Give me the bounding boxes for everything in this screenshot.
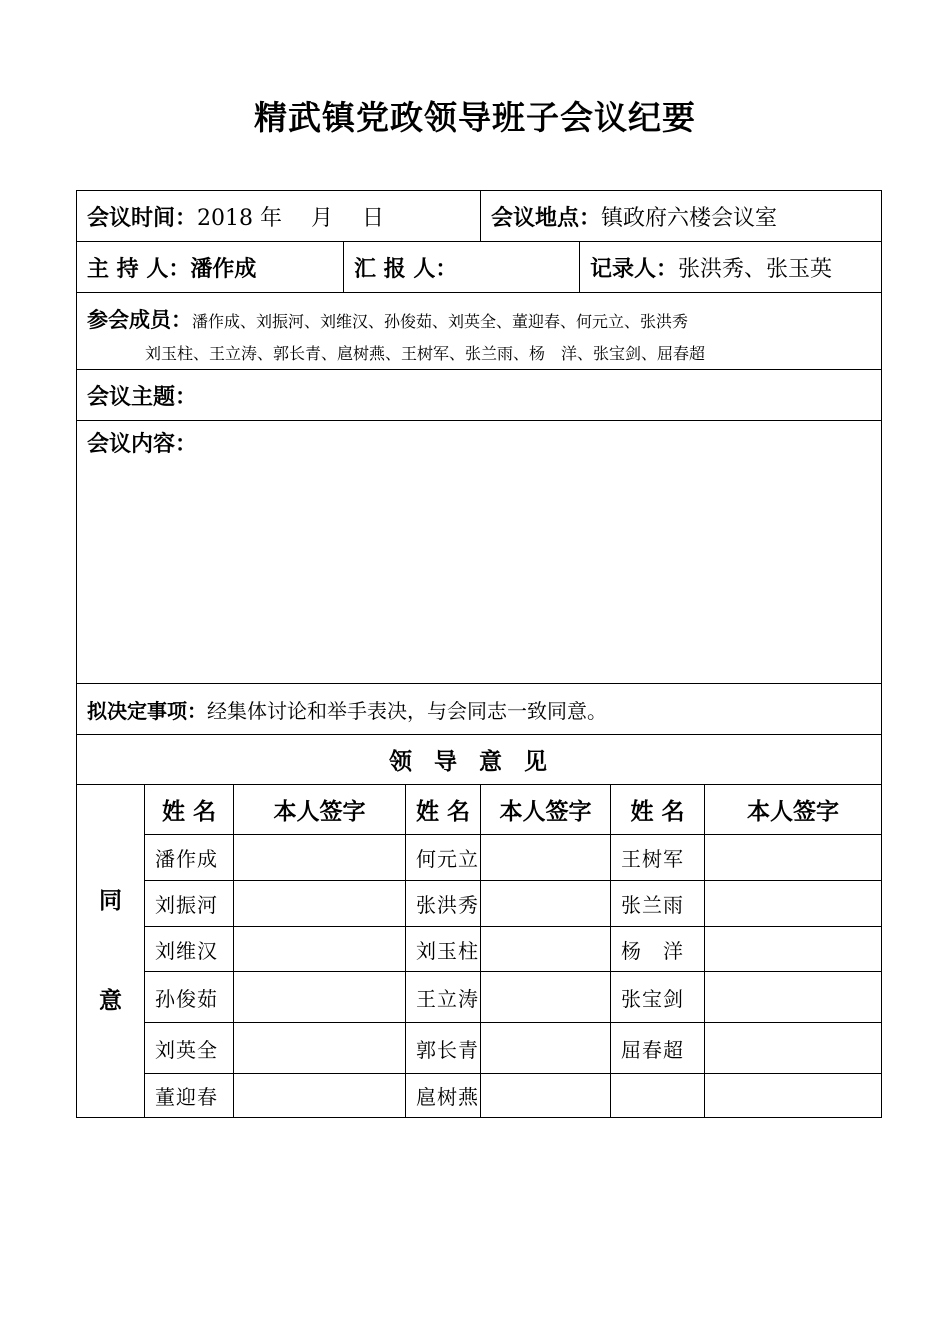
members-line2: 刘玉柱、王立涛、郭长青、扈树燕、王树军、张兰雨、杨 洋、张宝剑、屈春超 — [145, 344, 706, 363]
name-cell: 刘振河 — [145, 881, 234, 927]
topic-row — [77, 370, 882, 421]
reporter-cell — [344, 242, 580, 293]
time-place-row — [77, 191, 882, 242]
page-title: 精武镇党政领导班子会议纪要 — [254, 98, 696, 137]
name-cell: 王树军 — [611, 835, 705, 881]
col-name-2: 姓 名 — [406, 785, 481, 835]
signature-header-row — [77, 785, 882, 835]
signature-cell[interactable] — [234, 1023, 406, 1074]
table-row — [77, 881, 882, 927]
table-row — [77, 835, 882, 881]
signature-cell[interactable] — [234, 1074, 406, 1118]
recorder-cell — [580, 242, 882, 293]
place-value: 镇政府六楼会议室 — [601, 205, 778, 231]
reporter-label: 汇 报 人： — [354, 256, 458, 282]
col-name-1: 姓 名 — [145, 785, 234, 835]
place-label: 会议地点： — [491, 205, 602, 231]
table-row — [77, 972, 882, 1023]
recorder-label: 记录人： — [590, 256, 679, 282]
name-cell: 王立涛 — [406, 972, 481, 1023]
signature-cell[interactable] — [705, 835, 882, 881]
topic-cell — [77, 370, 882, 421]
col-sign-1: 本人签字 — [234, 785, 406, 835]
host-cell — [77, 242, 344, 293]
members-row — [77, 293, 882, 370]
signature-cell[interactable] — [234, 835, 406, 881]
agree-char-2: 意 — [99, 988, 122, 1014]
host-value: 潘作成 — [190, 256, 257, 282]
recorder-value: 张洪秀、张玉英 — [678, 256, 833, 282]
signature-cell[interactable] — [481, 835, 611, 881]
signature-cell[interactable] — [481, 972, 611, 1023]
signature-cell[interactable] — [234, 927, 406, 972]
col-name-3: 姓 名 — [611, 785, 705, 835]
members-line1: 潘作成、刘振河、刘维汉、孙俊茹、刘英全、董迎春、何元立、张洪秀 — [192, 312, 689, 331]
signature-cell[interactable] — [234, 881, 406, 927]
table-row — [77, 927, 882, 972]
opinions-header-row — [77, 735, 882, 785]
time-cell — [77, 191, 481, 242]
table-row — [77, 1023, 882, 1074]
name-cell: 屈春超 — [611, 1023, 705, 1074]
topic-label: 会议主题： — [87, 384, 198, 410]
name-cell: 张兰雨 — [611, 881, 705, 927]
signature-cell[interactable] — [705, 1023, 882, 1074]
signature-cell[interactable] — [234, 972, 406, 1023]
col-sign-2: 本人签字 — [481, 785, 611, 835]
name-cell: 刘维汉 — [145, 927, 234, 972]
name-cell: 刘玉柱 — [406, 927, 481, 972]
decision-label: 拟决定事项： — [87, 698, 207, 723]
signature-cell[interactable] — [481, 881, 611, 927]
host-row — [77, 242, 882, 293]
signature-cell[interactable] — [705, 972, 882, 1023]
content-label: 会议内容： — [87, 432, 198, 457]
host-label: 主 持 人： — [87, 256, 191, 282]
name-cell: 何元立 — [406, 835, 481, 881]
name-cell: 张洪秀 — [406, 881, 481, 927]
signature-cell[interactable] — [705, 881, 882, 927]
members-cell — [77, 293, 882, 370]
content-cell — [77, 421, 882, 684]
table-row — [77, 1074, 882, 1118]
name-cell: 杨 洋 — [611, 927, 705, 972]
name-cell: 刘英全 — [145, 1023, 234, 1074]
signature-cell[interactable] — [705, 1074, 882, 1118]
name-cell: 孙俊茹 — [145, 972, 234, 1023]
name-cell: 董迎春 — [145, 1074, 234, 1118]
name-cell — [611, 1074, 705, 1118]
decision-cell — [77, 684, 882, 735]
members-label: 参会成员： — [87, 308, 192, 332]
time-label: 会议时间： — [87, 205, 198, 231]
time-value: 2018 年 月 日 — [197, 205, 384, 231]
signature-cell[interactable] — [481, 1074, 611, 1118]
name-cell: 潘作成 — [145, 835, 234, 881]
name-cell: 扈树燕 — [406, 1074, 481, 1118]
name-cell: 郭长青 — [406, 1023, 481, 1074]
place-cell — [481, 191, 882, 242]
decision-value: 经集体讨论和举手表决，与会同志一致同意。 — [207, 698, 607, 723]
agree-char-1: 同 — [99, 888, 122, 914]
content-row — [77, 421, 882, 684]
decision-row — [77, 684, 882, 735]
name-cell: 张宝剑 — [611, 972, 705, 1023]
col-sign-3: 本人签字 — [705, 785, 882, 835]
agree-cell — [77, 785, 145, 1118]
meeting-minutes-table — [76, 190, 882, 1118]
opinions-header: 领导意见 — [77, 735, 882, 785]
signature-cell[interactable] — [481, 927, 611, 972]
signature-cell[interactable] — [481, 1023, 611, 1074]
signature-cell[interactable] — [705, 927, 882, 972]
